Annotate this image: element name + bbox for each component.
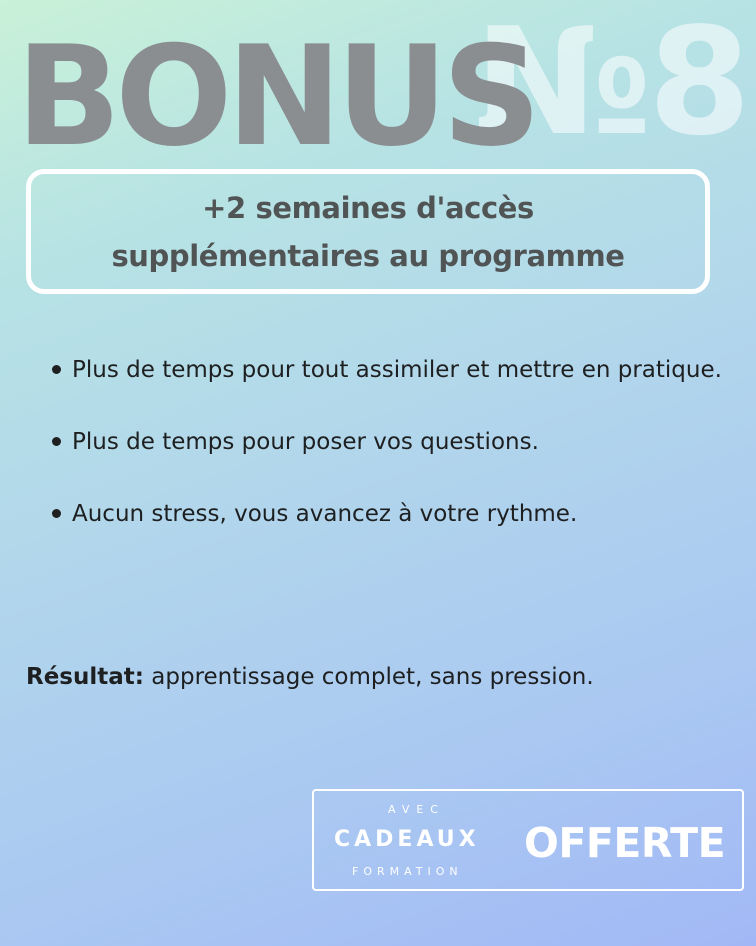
result-label: Résultat: [26, 664, 144, 690]
bonus-heading [0, 0, 756, 177]
stamp-bottom-text: FORMATION [352, 865, 463, 878]
list-item-text: Plus de temps pour tout assimiler et mettre en pratique. [72, 357, 722, 383]
benefits-list [50, 352, 730, 532]
title-box [26, 169, 710, 294]
stamp-top-text: AVEC [388, 803, 445, 816]
formation-stamp [312, 789, 744, 891]
stamp-main-text: CADEAUX [334, 827, 480, 852]
bonus-number: №8 [474, 0, 748, 168]
title-line-1: +2 semaines d'accès [202, 190, 534, 225]
bullet-dot-icon [52, 365, 61, 374]
list-item-text: Plus de temps pour poser vos questions. [72, 429, 539, 455]
list-item [50, 496, 730, 532]
bullet-dot-icon [52, 509, 61, 518]
list-item-text: Aucun stress, vous avancez à votre rythme. [72, 501, 578, 527]
result-line [26, 660, 594, 694]
title-line-2: supplémentaires au programme [111, 238, 625, 273]
bonus-word: BONUS [16, 16, 536, 177]
list-item [50, 352, 730, 388]
result-text: apprentissage complet, sans pression. [151, 664, 594, 690]
stamp-offerte-text: OFFERTE [524, 819, 726, 867]
list-item [50, 424, 730, 460]
bullet-dot-icon [52, 437, 61, 446]
